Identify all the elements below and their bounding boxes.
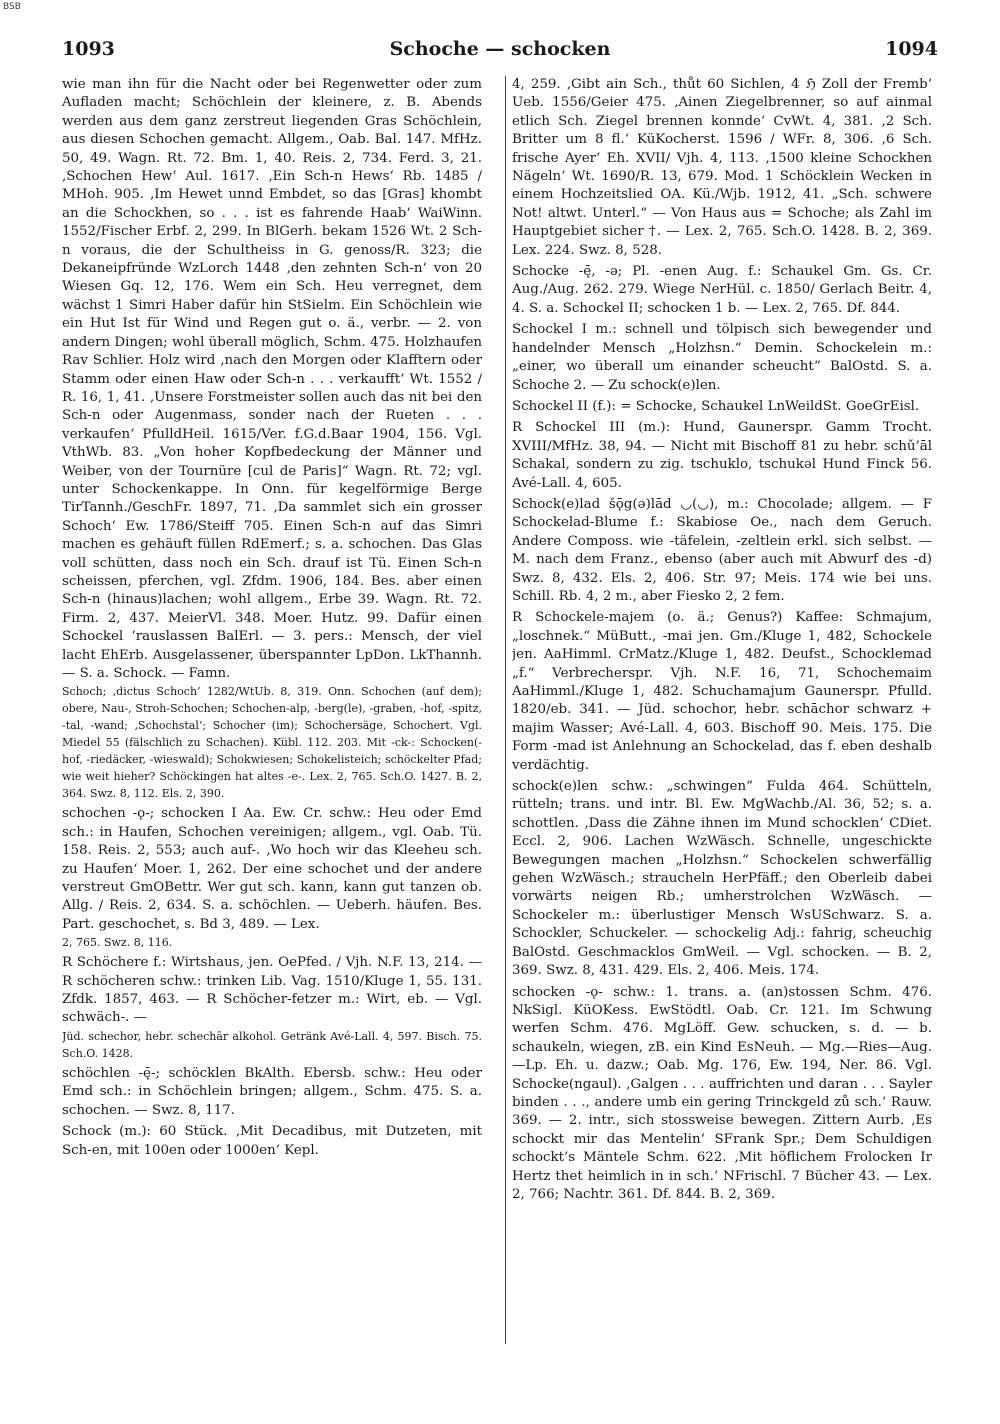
entry-note: 2, 765. Swz. 8, 116. [62,936,173,950]
entry-schockelad: Schock(e)lad šǭg(ǝ)lād ◡(◡), m.: Chocolade; allgem. — F Schockelad-Blume f.: Skabiose Oe., nach dem Geruch. Andere Composs. wie -täfelein, -zeltlein erkl. sich selbst. — M. nach dem Franz., ebenso (aber auch mit Abwurf des -d) Swz. 8, 432. Els. 2, 406. Str. 97; Meis. 174 wie bei uns. Schill. Rb. 4, 2 m., aber Fiesko 2, 2 fem. [512,496,932,604]
page-number-left: 1093 [62,38,115,60]
page-number-right: 1094 [885,38,938,60]
entry-schockel-3: R Schockel III (m.): Hund, Gaunerspr. Gamm Trocht. XVIII/MfHz. 38, 94. — Nicht mit Bischoff 81 zu hebr. schǔ’āl Schakal, sondern zu zig. tschuklo, tschukǝl Hund Finck 56. Avé-Lall. 4, 605. [512,420,932,491]
entry-schockel-2: Schockel II (f.): = Schocke, Schaukel LnWeildSt. GoeGrEisl. [512,398,920,414]
entry-schockele-majem: R Schockele-majem (o. ä.; Genus?) Kaffee: Schmajum, „loschnek.“ MüButt., -mai jen. Gm./Kluge 1, 482, Schockele jen. AaHimml. CrMatz./Kluge 1, 482. Deufst., Schocklemad „f.“ Verbrecherspr. Vjh. N.F. 16, 71, Schochemaim AaHimml./Kluge 1, 482. Schuchamajum Gaunerspr. Pfulld. 1820/eb. 341. — Jüd. schochor, hebr. schāchor schwarz + majim Wasser; Avé-Lall. 4, 603. Bischoff 90. Meis. 175. Die Form -mad ist Anlehnung an Schockelad, das f. eben deshalb verdächtig. [512,610,932,773]
library-stamp: BSB [3,2,21,12]
entry-note: Schoch; ‚dictus Schoch‘ 1282/WtUb. 8, 319. Onn. Schochen (auf dem); obere, Nau-, Stroh-Schochen; Schochen-alp, -berg(le), -graben, -hof, -spitz, -tal, -wand; ‚Schochstal‘; Schocher (im); Schochersäge, Schochert. Vgl. Miedel 55 (fälschlich zu Schachen). Kübl. 112. 203. Mit -ck-: Schocken(-hof, -riedäcker, -wieswald); Schokwiesen; Schokelisteich; schöckelter Pfad; wie weit hieher? Schöckingen hat altes -e-. Lex. 2, 765. Sch.O. 1427. B. 2, 364. Swz. 8, 112. Els. 2, 390. [62,685,482,801]
entry-note: Jüd. schechor, hebr. schechār alkohol. Getränk Avé-Lall. 4, 597. Bisch. 75. Sch.O. 1428. [62,1029,482,1060]
column-divider [505,76,506,1344]
entry-schoechere: R Schöchere f.: Wirtshaus, jen. OePfed. / Vjh. N.F. 13, 214. — R schöcheren schw.: trinken Lib. Vag. 1510/Kluge 1, 55. 131. Zfdk. 1857, 463. — R Schöcher-fetzer m.: Wirt, eb. — Vgl. schwäch-. — [62,955,482,1026]
entry-schochen: schochen -ǫ-; schocken I Aa. Ew. Cr. schw.: Heu oder Emd sch.: in Haufen, Schochen vereinigen; allgem., vgl. Oab. Tü. 158. Reis. 2, 553; auch auf-. ‚Wo hoch wir das Kleeheu sch. zu Haufen‘ Moer. 1, 262. Der eine schochet und der andere verstreut GmOBettr. Wer gut sch. kann, kann gut tanzen ob. Allg. / Reis. 2, 634. S. a. schöchlen. — Ueberh. häufen. Bes. Part. geschochet, s. Bd 3, 489. — Lex. [62,806,482,932]
right-column [512,76,932,1348]
entry-schock: Schock (m.): 60 Stück. ‚Mit Decadibus, mit Dutzeten, mit Sch-en, mit 100en oder 1000en‘ Kepl. [62,1124,482,1158]
entry-text: wie man ihn für die Nacht oder bei Regenwetter oder zum Aufladen macht; Schöchlein der kleinere, z. B. Abends werden aus dem ganz zerstreut liegenden Gras Schöchlein, aus diesen Schochen gemacht. Allgem., Oab. Bal. 147. MfHz. 50, 49. Wagn. Rt. 72. Bm. 1, 40. Reis. 2, 734. Ferd. 3, 21. ‚Schochen Hew‘ Aul. 1617. ‚Ein Sch-n Hews‘ Rb. 1485 / MHoh. 905. ‚Im Hewet unnd Embdet, so das [Gras] khombt an die Schockhen, so . . . ist es fahrende Haab‘ WaiWinn. 1552/Fischer Erbf. 2, 299. In BlGerh. bekam 1526 Wt. 2 Sch-n voraus, die der Schultheiss in G. genoss/R. 323; die Dekaneipfründe WzLorch 1448 ‚den zehnten Sch-n‘ von 20 Wiesen Gq. 12, 176. Wem ein Sch. Heu verregnet, dem wächst 1 Simri Haber dafür hin StSielm. Ein Schöchlein wie ein Hut Ist für Wind und Regen gut o. ä., verbr. — 2. von andern Dingen; wohl überall möglich, Schm. 475. Holzhaufen Rav Schlier. Holz wird ‚nach den Morgen oder Klafftern oder Stamm oder einen Haw oder Sch-n . . . verkaufft‘ Wt. 1552 / R. 16, 1, 41. ‚Unsere Forstmeister sollen auch das nit bei den Sch-n oder Augenmass, sonder nach der Rueten . . . verkaufen‘ PfulldHeil. 1615/Ver. f.G.d.Baar 1904, 156. Vgl. VthWb. 83. „Von hoher Kopfbedeckung der Männer und Weiber, von der Tournüre [cul de Paris]“ Wagn. Rt. 72; vgl. unter Schockenkappe. In Onn. für kegelförmige Berge TirTannh./GeschFr. 1897, 71. ‚Da sammlet sich ein grosser Schoch‘ Ew. 1786/Steiff 705. Einen Sch-n auf das Simri machen es gehäuft füllen RdEmerf.; s. a. schochen. Das Glas voll schütten, dass noch ein Sch. drauf ist Tü. Einen Sch-n scheissen, pferchen, vgl. Zfdm. 1906, 184. Bes. aber einen Sch-n (hinaus)lachen; wohl allgem., Erbe 39. Wagn. Rt. 72. Firm. 2, 437. MeierVl. 348. Moer. Hutz. 99. Dafür einen Schockel ’rauslassen BalErl. — 3. pers.: Mensch, der viel lacht EhErb. Ausgelassener, überspannter LpDon. LkThannh. — S. a. Schock. — Famn. [62,77,482,681]
entry-schockel-1: Schockel I m.: schnell und tölpisch sich bewegender und handelnder Mensch „Holzhsn.“ Demin. Schockelein m.: „einer, wo überall um einander scheucht“ BalOstd. S. a. Schoche 2. — Zu schock(e)len. [512,322,932,393]
entry-schockelen: schock(e)len schw.: „schwingen“ Fulda 464. Schütteln, rütteln; trans. und intr. Bl. Ew. MgWachb./Al. 36, 52; s. a. schottlen. ‚Dass die Zähne ihnen im Mund schocklen‘ CDiet. Eccl. 2, 906. Lachen WzWäsch. Schnelle, ungeschickte Bewegungen machen „Holzhsn.“ Schockelen schwerfällig gehen WzWäsch.; straucheln HerPfäff.; den Oberleib dabei vorwärts neigen Rb.; umherstrolchen WzWäsch. — Schockeler m.: überlustiger Mensch WsUSchwarz. S. a. Schockler, Schuckeler. — schockelig Adj.: fahrig, scheuchig BalOstd. Geschmacklos GmWeil. — Vgl. schocken. — B. 2, 369. Swz. 8, 431. 429. Els. 2, 406. Meis. 174. [512,779,932,979]
left-column [62,76,482,1348]
entry-schocken: schocken -ǫ- schw.: 1. trans. a. (an)stossen Schm. 476. NkSigl. KüOKess. EwStödtl. Oab. Cr. 121. Im Schwung werfen Schm. 476. MgLöff. Gew. schucken, s. d. — b. schaukeln, wiegen, zB. ein Kind EsNeuh. — Mg.—Ries—Aug.—Lp. Eh. u. dazw.; Oab. Mg. 176, Ew. 194, Ner. 86. Vgl. Schocke(ngaul). ‚Galgen . . . auffrichten und daran . . . Sayler binden . . ., andere umb ein gering Trinckgeld zů sch.‘ Rauw. 369. — 2. intr., sich stossweise bewegen. Zittern Aurb. ‚Es schockt mir das Mentelin‘ SFrank Spr.; Dem Schuldigen schockt’s Mäntele Schm. 622. ‚Mit höflichem Frolocken Ir Hertz thet heimlich in in sch.‘ NFrischl. 7 Bücher 43. — Lex. 2, 766; Nachtr. 361. Df. 844. B. 2, 369. [512,984,932,1202]
running-head [62,38,938,62]
page-title: Schoche — schocken [389,38,611,60]
entry-schoechlen: schöchlen -ę̄-; schöcklen BkAlth. Ebersb. schw.: Heu oder Emd sch.: in Schöchlein bringen; allgem., Schm. 475. S. a. schochen. — Swz. 8, 117. [62,1065,482,1118]
entry-text: 4, 259. ‚Gibt ain Sch., thůt 60 Sichlen, 4 ℌ Zoll der Fremb‘ Ueb. 1556/Geier 475. ‚Ainen Ziegelbrenner, so auf ainmal etlich Sch. Ziegel brennen konnde‘ CvWt. 4, 381. ‚2 Sch. Britter um 8 fl.‘ KüKocherst. 1596 / WFr. 8, 306. ‚6 Sch. frische Ayer‘ Eh. XVII/ Vjh. 4, 113. ‚1500 kleine Schockhen Nägeln‘ Wt. 1690/R. 13, 679. Mod. 1 Schöcklein Wecken in einem Hochzeitslied OA. Kü./Wjb. 1912, 41. „Sch. schwere Not! altwt. Unterl.“ — Von Haus aus = Schoche; als Zahl im Hauptgebiet sicher †. — Lex. 2, 765. Sch.O. 1428. B. 2, 369. Lex. 224. Swz. 8, 528. [512,77,932,258]
entry-schocke: Schocke -ę̄, -ǝ; Pl. -enen Aug. f.: Schaukel Gm. Gs. Cr. Aug./Aug. 262. 279. Wiege NerHül. c. 1850/ Gerlach Beitr. 4, 4. S. a. Schockel II; schocken 1 b. — Lex. 2, 765. Df. 844. [512,264,932,316]
